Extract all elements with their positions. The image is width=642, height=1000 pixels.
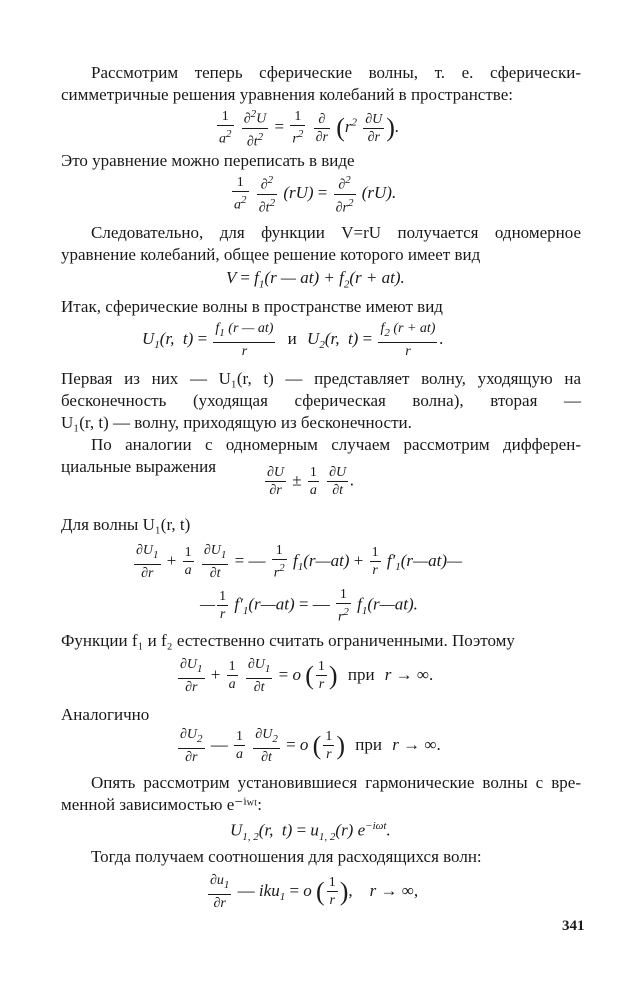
paragraph-rewrite: Это уравнение можно переписать в виде <box>61 151 355 170</box>
equation-u1-line1: $\frac{\partial U_1}{\partial r}$ + $\frac{1}{a}$ $\frac{\partial U_1}{\partial t}$ = — $\frac{1}{r^2}$ $f_1(r—at)$ + $\frac{1}{r}$ $f'_1(r—at)—$ <box>136 543 463 581</box>
paragraph-spherical-form: Итак, сферические волны в пространстве имеют вид <box>61 297 443 316</box>
equation-sommerfeld: $\frac{\partial u_1}{\partial r}$ — iku$_1$ = o ( $\frac{1}{r}$ ), r → ∞, <box>210 873 419 911</box>
paragraph-consequently-line1: Следовательно, для функции V=rU получается одномерное <box>91 223 581 242</box>
equation-differential-expression: $\frac{\partial U}{\partial r}$ ± $\frac{1}{a}$ $\frac{\partial U}{\partial t}$ . <box>267 465 355 498</box>
equation-harmonic: $U_{1, 2}(r$, $t) = u_{1, 2}(r)$ $e^{-i\omega t}$. <box>230 820 391 844</box>
paragraph-analogy-line1: По аналогии с одномерным случаем рассмотрим дифферен- <box>91 435 581 454</box>
equation-u1-line2: — $\frac{1}{r}$ $f'_1(r—at)$ = — $\frac{1}{r^2}$ $f_1(r—at)$. <box>200 587 418 625</box>
paragraph-for-wave: Для волны U₁(r, t) <box>61 515 191 534</box>
paragraph-analogy-line2: циальные выражения <box>61 457 217 476</box>
paragraph-harmonic-line2: менной зависимостью e⁻ⁱʷᵗ: <box>61 795 262 814</box>
equation-general-solution: $V = f_1(r$ — $at) + f_2(r + at)$. <box>226 268 405 291</box>
paragraph-spherical-waves-line1: Рассмотрим теперь сферические волны, т. е. сферически- <box>91 63 581 82</box>
word-and: и <box>287 328 297 348</box>
paragraph-harmonic-line1: Опять рассмотрим установившиеся гармонические волны с вре- <box>91 773 581 792</box>
equation-wave-rU: $\frac{1}{a^2}$ $\frac{\partial^2}{\partial t^2}$ (rU) = $\frac{\partial^2}{\partial r^2}$ (rU). <box>234 174 397 216</box>
paragraph-bounded: Функции f₁ и f₂ естественно считать ограниченными. Поэтому <box>61 631 515 650</box>
paragraph-first-line3: U₁(r, t) — волну, приходящую из бесконечности. <box>61 413 412 432</box>
paragraph-consequently-line2: уравнение колебаний, общее решение которого имеет вид <box>61 245 481 264</box>
word-when-2: при <box>355 734 382 754</box>
word-when: при <box>347 664 375 684</box>
equation-radiation-u2: $\frac{\partial U_2}{\partial r}$ — $\frac{1}{a}$ $\frac{\partial U_2}{\partial t}$ = o ( $\frac{1}{r}$ ) при r → ∞. <box>180 727 441 765</box>
paragraph-similarly: Аналогично <box>61 705 150 724</box>
paragraph-first-line1: Первая из них — U₁(r, t) — представляет волну, уходящую на <box>61 369 581 388</box>
equation-spherical-waves: $U_1(r$, t) = $\frac{f_1 (r — at)}{r}$ и $U_2(r$, t) = $\frac{f_2 (r + at)}{r}$ . <box>142 321 444 359</box>
paragraph-relations: Тогда получаем соотношения для расходящихся волн: <box>91 847 482 866</box>
page-number: 341 <box>562 918 585 934</box>
paragraph-spherical-waves-line2: симметричные решения уравнения колебаний в пространстве: <box>61 85 513 104</box>
equation-wave-spherical: $\frac{1}{a^2}$ $\frac{\partial^2U}{\partial t^2}$ = $\frac{1}{r^2}$ $\frac{\partial}{\partial r}$ ($r^2$ $\frac{\partial U}{\partial r}$ ). <box>219 108 400 150</box>
equation-radiation-u1: $\frac{\partial U_1}{\partial r}$ + $\frac{1}{a}$ $\frac{\partial U_1}{\partial t}$ = o ( $\frac{1}{r}$ ) при r → ∞. <box>180 657 434 695</box>
paragraph-first-line2: бесконечность (уходящая сферическая волна), вторая — <box>61 391 581 410</box>
